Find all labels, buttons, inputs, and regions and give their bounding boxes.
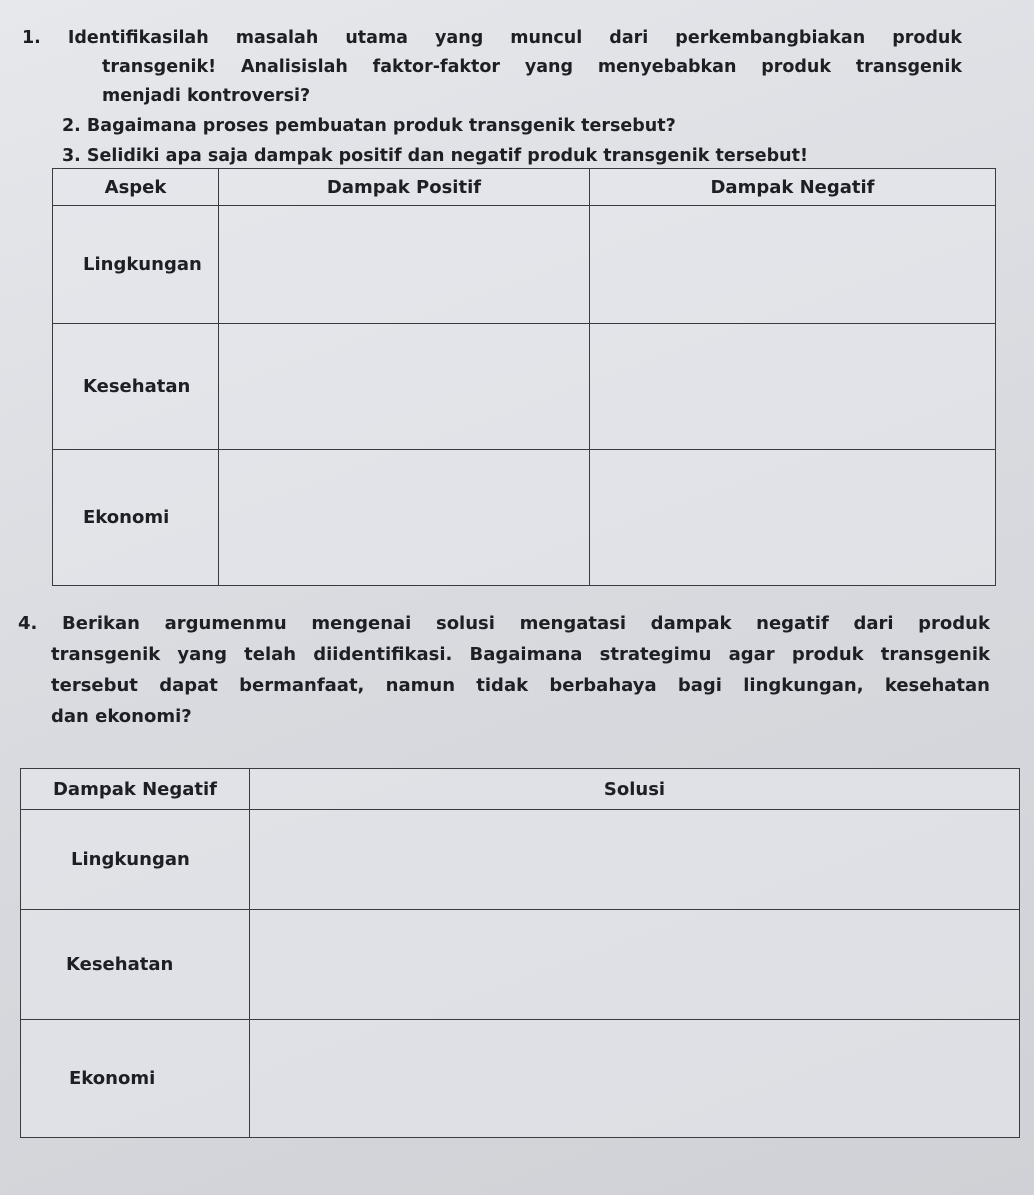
- question-number: 1.: [22, 28, 41, 48]
- table-header-row: [21, 769, 1020, 810]
- header-aspek: Aspek: [53, 169, 219, 206]
- row-label: Kesehatan: [21, 910, 250, 1020]
- header-dampak-negatif: Dampak Negatif: [590, 169, 996, 206]
- question-2-text: Bagaimana proses pembuatan produk transgenik tersebut?: [86, 116, 676, 136]
- table-header-row: [53, 169, 996, 206]
- question-1-line-1: Identifikasilah masalah utama yang muncul dari perkembangbiakan produk: [67, 28, 962, 48]
- header-dampak-negatif: Dampak Negatif: [21, 769, 250, 810]
- answer-cell[interactable]: [590, 206, 996, 324]
- table-row: [53, 206, 996, 324]
- question-4-line-4: dan ekonomi?: [51, 706, 192, 727]
- question-4-line-3: tersebut dapat bermanfaat, namun tidak berbahaya bagi lingkungan, kesehatan: [51, 675, 990, 696]
- question-1-line-2: transgenik! Analisislah faktor-faktor yang menyebabkan produk transgenik: [102, 57, 962, 77]
- answer-cell[interactable]: [590, 450, 996, 586]
- table-row: [53, 450, 996, 586]
- question-2: [62, 112, 676, 141]
- solution-table: [20, 768, 1020, 1138]
- answer-cell[interactable]: [250, 1020, 1020, 1138]
- question-number: 3.: [62, 146, 81, 166]
- row-label: Kesehatan: [53, 324, 219, 450]
- row-label: Lingkungan: [21, 810, 250, 910]
- row-label: Ekonomi: [21, 1020, 250, 1138]
- question-4-line-2: transgenik yang telah diidentifikasi. Bagaimana strategimu agar produk transgenik: [51, 644, 990, 665]
- answer-cell[interactable]: [250, 810, 1020, 910]
- row-label: Ekonomi: [53, 450, 219, 586]
- header-dampak-positif: Dampak Positif: [219, 169, 590, 206]
- question-3-text: Selidiki apa saja dampak positif dan negatif produk transgenik tersebut!: [86, 146, 808, 166]
- impact-table: [52, 168, 996, 586]
- question-1-line-3: menjadi kontroversi?: [102, 86, 311, 106]
- answer-cell[interactable]: [219, 450, 590, 586]
- header-solusi: Solusi: [250, 769, 1020, 810]
- answer-cell[interactable]: [219, 324, 590, 450]
- question-3: [62, 142, 808, 171]
- question-number: 2.: [62, 116, 81, 136]
- answer-cell[interactable]: [250, 910, 1020, 1020]
- question-number: 4.: [18, 613, 38, 634]
- question-1: [22, 24, 962, 111]
- question-4-line-1: Berikan argumenmu mengenai solusi mengatasi dampak negatif dari produk: [62, 613, 990, 634]
- answer-cell[interactable]: [219, 206, 590, 324]
- row-label: Lingkungan: [53, 206, 219, 324]
- table-row: [21, 910, 1020, 1020]
- table-row: [53, 324, 996, 450]
- table-row: [21, 1020, 1020, 1138]
- answer-cell[interactable]: [590, 324, 996, 450]
- question-4: [18, 608, 990, 732]
- table-row: [21, 810, 1020, 910]
